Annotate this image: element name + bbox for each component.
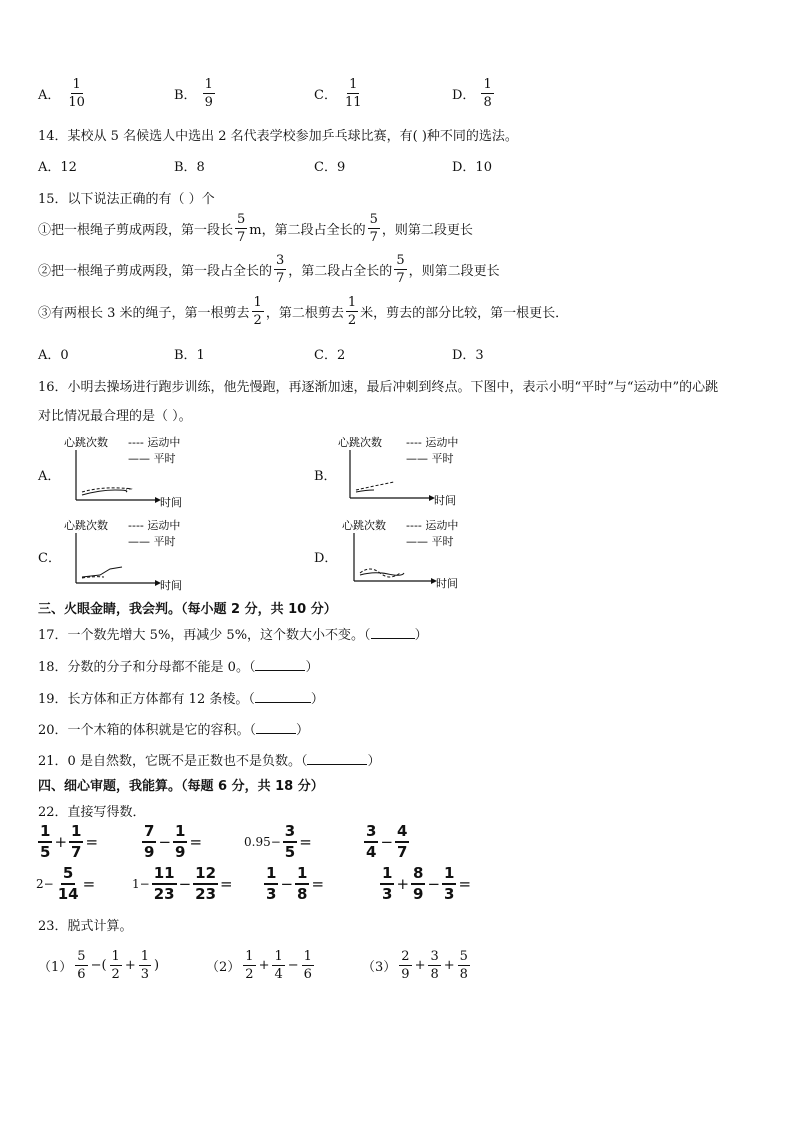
fraction: $\frac{1}{2}$ <box>253 295 262 328</box>
q23-text: 23．脱式计算。 <box>38 919 133 934</box>
chart-x-label: 时间 <box>160 496 182 509</box>
chart-legend-dash: ---- 运动中 <box>128 519 181 532</box>
chart-x-label: 时间 <box>436 577 458 590</box>
fraction: $\frac{12}{23}$ <box>195 864 217 903</box>
fraction: $\frac{8}{9}$ <box>413 864 424 903</box>
q13-option-b <box>174 78 217 109</box>
q22-item-e <box>36 866 95 902</box>
q14-text: 14．某校从 5 名候选人中选出 2 名代表学校参加乒乓球比赛，有( )种不同的选法。 <box>38 129 518 144</box>
operator: + <box>443 958 455 973</box>
option-letter: D． <box>452 88 476 103</box>
operator: − <box>178 875 192 893</box>
fraction: $\frac{1}{2}$ <box>347 295 357 328</box>
statement-text: 17．一个数先增大 5%，再减少 5%，这个数大小不变。（ <box>38 628 371 643</box>
answer-blank[interactable] <box>256 721 296 734</box>
statement-text: ①把一根绳子剪成两段，第一段长 <box>38 223 234 238</box>
q16-text-line2: 对比情况最合理的是（ ）。 <box>38 409 192 424</box>
fraction: $\frac{1}{3}$ <box>444 864 455 903</box>
fraction: $\frac{5}{7}$ <box>396 253 405 286</box>
statement-text: 米，剪去的部分比较，第一根更长． <box>360 306 569 321</box>
chart-y-label: 心跳次数 <box>64 436 108 449</box>
q15-statement-3 <box>38 296 568 327</box>
chart-legend-solid: —— 平时 <box>128 452 176 465</box>
chart-c <box>60 515 260 593</box>
chart-y-label: 心跳次数 <box>342 519 386 532</box>
statement-text: 21．0 是自然数，它既不是正数也不是负数。（ <box>38 754 308 769</box>
operator: − <box>427 875 441 893</box>
statement-text: ，第二段占全长的 <box>288 264 393 279</box>
fraction: $\frac{5}{7}$ <box>237 212 246 245</box>
q22-item-c <box>244 824 312 860</box>
equals: = <box>82 875 96 893</box>
fraction: $\frac{3}{7}$ <box>276 253 285 286</box>
q21 <box>38 750 380 769</box>
operator: − <box>280 875 294 893</box>
operator: − <box>287 958 299 973</box>
q15-option-d: D．3 <box>452 348 484 363</box>
paren-close: ） <box>414 628 428 643</box>
operator: − <box>380 833 394 851</box>
chart-legend-dash: ---- 运动中 <box>406 436 459 449</box>
fraction: $\frac{1}{2}$ <box>111 949 120 982</box>
fraction: $\frac{3}{8}$ <box>430 949 439 982</box>
operator: + <box>396 875 410 893</box>
fraction: $\frac{5}{8}$ <box>459 949 468 982</box>
q18 <box>38 656 318 675</box>
equals: = <box>299 833 312 851</box>
q23-item-2 <box>206 950 316 981</box>
section4-title: 四、细心审题，我能算。（每题 6 分，共 18 分） <box>38 779 324 794</box>
fraction: $\frac{1}{4}$ <box>274 949 283 982</box>
equals: = <box>311 875 325 893</box>
q23-item-3 <box>362 950 472 981</box>
chart-y-label: 心跳次数 <box>64 519 108 532</box>
statement-text: 18．分数的分子和分母都不能是 0。（ <box>38 660 256 675</box>
prefix: 0.95− <box>244 835 281 849</box>
option-letter: B． <box>174 88 197 103</box>
fraction: $\frac{1}{3}$ <box>266 864 277 903</box>
q14-option-a: A．12 <box>38 160 77 175</box>
equals: = <box>220 875 233 893</box>
equals: = <box>85 833 99 851</box>
statement-text: ②把一根绳子剪成两段，第一段占全长的 <box>38 264 273 279</box>
chart-legend-solid: —— 平时 <box>128 535 176 548</box>
paren-close: ) <box>154 958 160 973</box>
q22-item-g <box>262 866 324 902</box>
fraction: $\frac{1}{8}$ <box>297 864 308 903</box>
chart-y-label: 心跳次数 <box>338 436 382 449</box>
chart-d-letter: D． <box>314 551 338 566</box>
fraction: $\frac{4}{7}$ <box>397 822 408 861</box>
q15-option-b: B．1 <box>174 348 205 363</box>
chart-a <box>60 432 260 510</box>
answer-blank[interactable] <box>255 658 305 671</box>
option-letter: C． <box>314 88 337 103</box>
operator: − <box>158 833 172 851</box>
fraction: $\frac{3}{5}$ <box>284 822 296 861</box>
chart-series-normal <box>360 573 404 576</box>
q14-option-c: C．9 <box>314 160 346 175</box>
option-letter: A． <box>38 88 61 103</box>
statement-text: 19．长方体和正方体都有 12 条棱。（ <box>38 692 255 707</box>
statement-text: ，则第二段更长 <box>408 264 500 279</box>
fraction: $\frac{5}{14}$ <box>57 864 79 903</box>
statement-text: m，第二段占全长的 <box>249 223 366 238</box>
statement-text: 20．一个木箱的体积就是它的容积。（ <box>38 723 257 738</box>
statement-text: ③有两根长 3 米的绳子，第一根剪去 <box>38 306 250 321</box>
answer-blank[interactable] <box>371 626 415 639</box>
q22-item-f <box>132 866 233 902</box>
prefix: 2− <box>36 877 54 891</box>
section3-title: 三、火眼金睛，我会判。（每小题 2 分，共 10 分） <box>38 602 337 617</box>
item-label: （3） <box>362 960 397 975</box>
fraction: $\frac{5}{6}$ <box>77 949 86 982</box>
chart-c-letter: C． <box>38 551 61 566</box>
q14-option-d: D．10 <box>452 160 492 175</box>
fraction: $\frac{1}{5}$ <box>40 822 51 861</box>
chart-series-sport <box>356 482 394 490</box>
operator: −( <box>90 958 107 973</box>
q22-item-b <box>140 824 202 860</box>
paren-close: ） <box>305 660 319 675</box>
q23-item-1 <box>38 950 159 981</box>
paren-close: ） <box>296 723 310 738</box>
fraction: $\frac{1}{9}$ <box>175 822 186 861</box>
fraction: $\frac{11}{23}$ <box>153 864 175 903</box>
q22-item-a <box>36 824 98 860</box>
fraction: $\frac{1}{10}$ <box>68 77 85 110</box>
q15-text: 15．以下说法正确的有（ ）个 <box>38 192 215 207</box>
q16-text-line1: 16．小明去操场进行跑步训练，他先慢跑，再逐渐加速，最后冲刺到终点。下图中，表示小明“平时”与“运动中”的心跳 <box>38 380 719 395</box>
fraction: $\frac{1}{7}$ <box>71 822 82 861</box>
fraction: $\frac{1}{2}$ <box>245 949 254 982</box>
paren-close: ） <box>367 754 381 769</box>
equals: = <box>458 875 472 893</box>
fraction: $\frac{1}{3}$ <box>140 949 149 982</box>
fraction: $\frac{1}{8}$ <box>483 77 492 110</box>
q15-option-a: A．0 <box>38 348 69 363</box>
q19 <box>38 688 324 707</box>
q13-option-d <box>452 78 496 109</box>
chart-legend-solid: —— 平时 <box>406 452 454 465</box>
operator: + <box>258 958 270 973</box>
chart-b <box>334 432 534 510</box>
chart-d <box>334 515 534 593</box>
q15-statement-2 <box>38 254 500 285</box>
chart-legend-dash: ---- 运动中 <box>406 519 459 532</box>
chart-series-normal <box>356 490 374 492</box>
chart-a-letter: A． <box>38 469 61 484</box>
q20 <box>38 719 309 738</box>
q22-item-h <box>378 866 471 902</box>
prefix: 1− <box>132 877 150 891</box>
operator: + <box>414 958 426 973</box>
operator: + <box>54 833 68 851</box>
q22-item-d <box>362 824 411 860</box>
q17 <box>38 624 428 643</box>
fraction: $\frac{5}{7}$ <box>369 212 378 245</box>
chart-legend-solid: —— 平时 <box>406 535 454 548</box>
fraction: $\frac{3}{4}$ <box>366 822 377 861</box>
operator: + <box>124 958 136 973</box>
chart-b-letter: B． <box>314 469 337 484</box>
q15-statement-1 <box>38 213 473 244</box>
q13-option-c <box>314 78 366 109</box>
chart-x-label: 时间 <box>160 579 182 592</box>
paren-close: ） <box>310 692 324 707</box>
fraction: $\frac{7}{9}$ <box>144 822 155 861</box>
q22-text: 22．直接写得数． <box>38 805 146 820</box>
item-label: （1） <box>38 960 73 975</box>
chart-x-label: 时间 <box>434 494 456 507</box>
statement-text: ，第二根剪去 <box>265 306 344 321</box>
answer-blank[interactable] <box>255 690 311 703</box>
equals: = <box>189 833 203 851</box>
chart-series-normal <box>82 567 122 577</box>
answer-blank[interactable] <box>307 752 367 765</box>
fraction: $\frac{1}{9}$ <box>204 77 213 110</box>
fraction: $\frac{1}{6}$ <box>303 949 312 982</box>
item-label: （2） <box>206 960 241 975</box>
fraction: $\frac{2}{9}$ <box>401 949 410 982</box>
chart-legend-dash: ---- 运动中 <box>128 436 181 449</box>
q14-option-b: B．8 <box>174 160 205 175</box>
q13-option-a <box>38 78 89 109</box>
statement-text: ，则第二段更长 <box>381 223 473 238</box>
fraction: $\frac{1}{11}$ <box>344 77 362 110</box>
fraction: $\frac{1}{3}$ <box>382 864 393 903</box>
q15-option-c: C．2 <box>314 348 346 363</box>
